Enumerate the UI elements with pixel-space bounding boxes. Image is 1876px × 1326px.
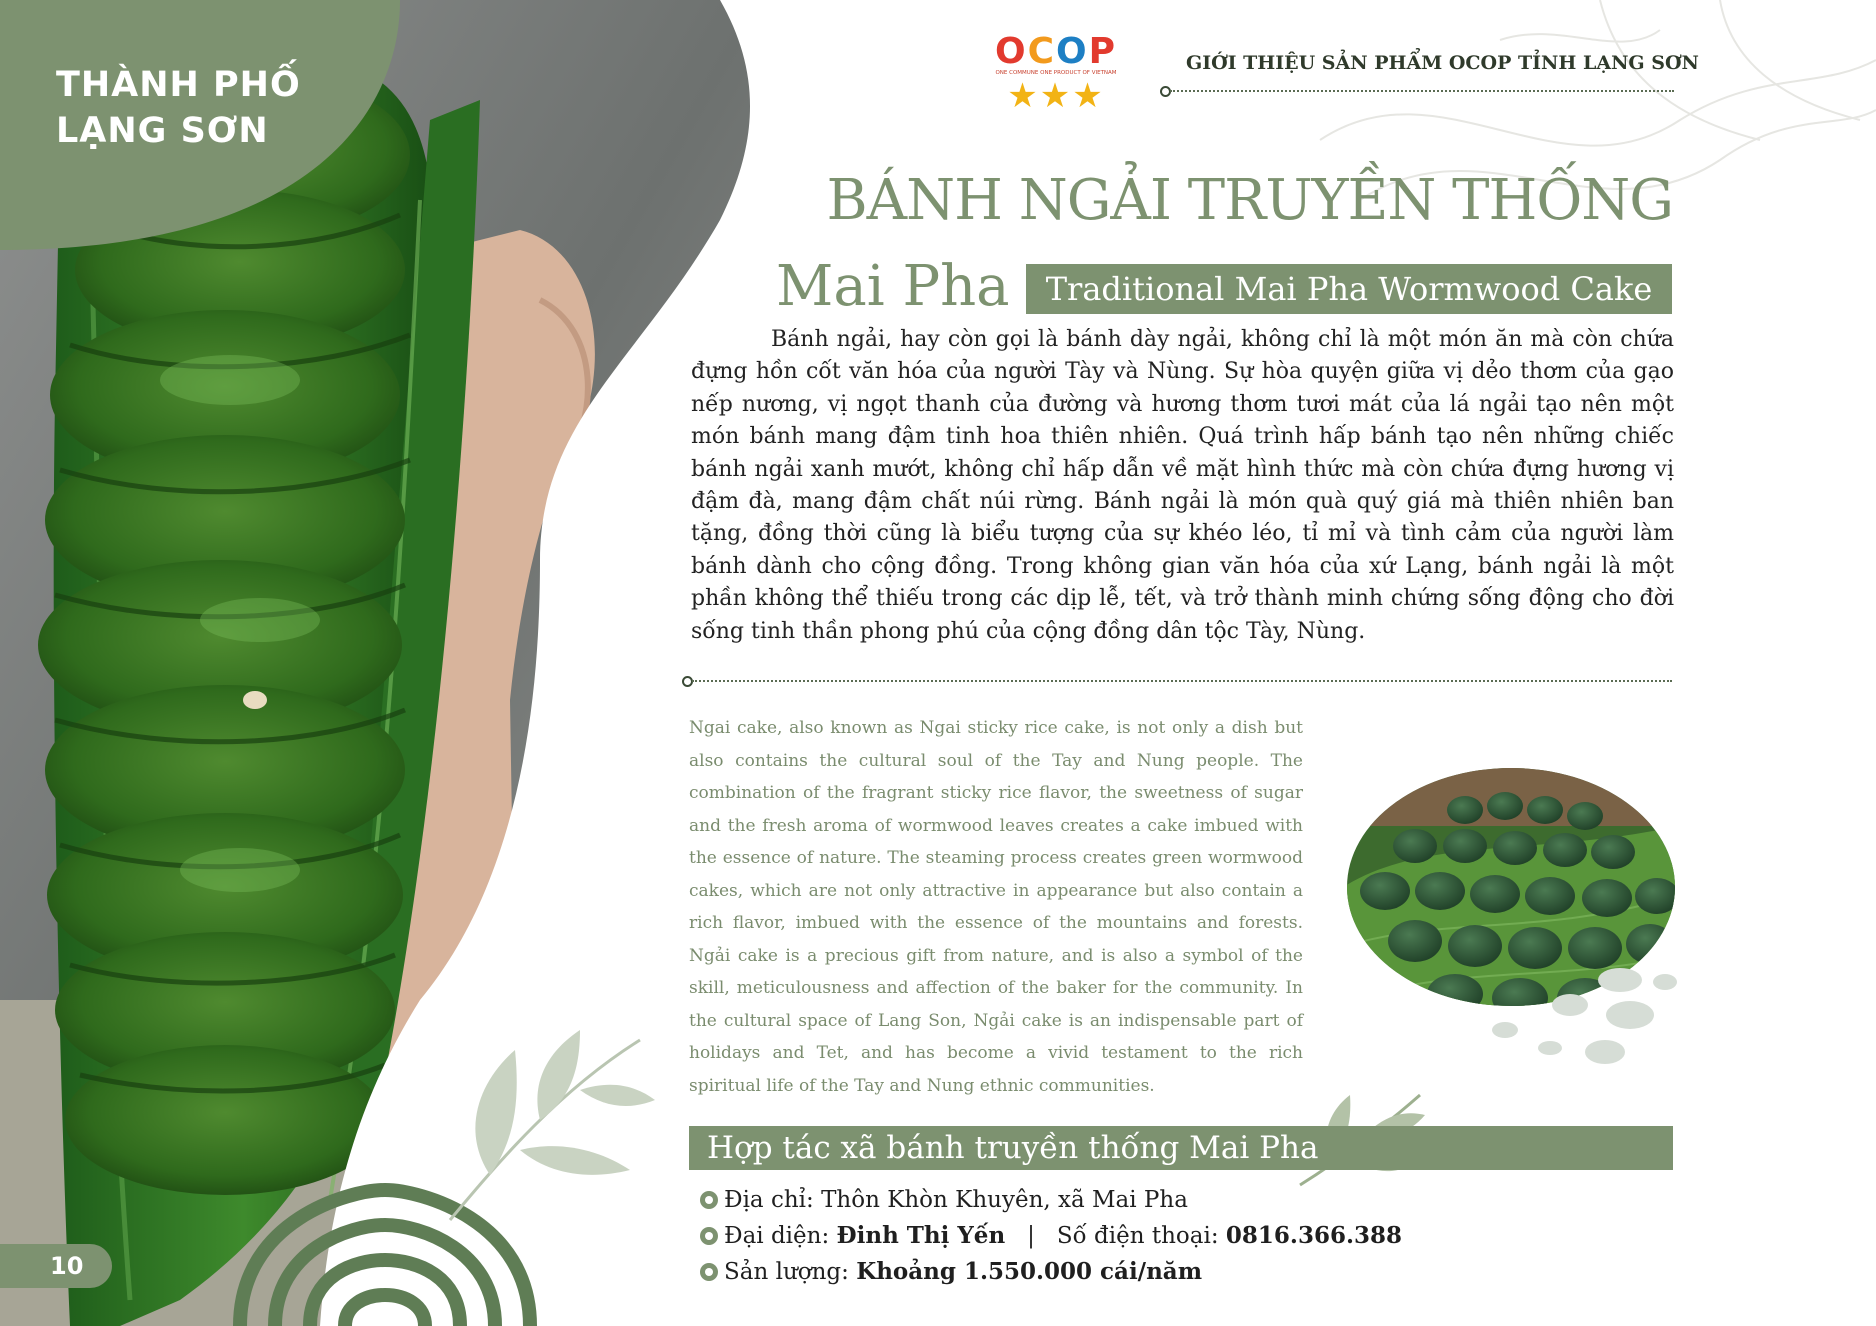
city-line-2: LẠNG SƠN — [56, 111, 269, 151]
product-title-vi-line2: Mai Pha — [776, 254, 1010, 319]
leaf-branch-decoration — [420, 1010, 660, 1230]
pebble-decoration — [1480, 960, 1680, 1070]
representative-row — [700, 1220, 1402, 1252]
phone-icon — [700, 1227, 718, 1245]
product-title-vi: BÁNH NGẢI TRUYỀN THỐNG — [826, 168, 1673, 233]
ocop-star-icon: ★★★ — [1007, 76, 1105, 116]
page-number: 10 — [0, 1244, 112, 1288]
ocop-logo-subtext: ONE COMMUNE ONE PRODUCT OF VIETNAM — [995, 70, 1117, 76]
phone-value: 0816.366.388 — [1225, 1222, 1402, 1249]
ocop-logo-text: OCOP — [994, 31, 1118, 72]
producer-name-banner: Hợp tác xã bánh truyền thống Mai Pha — [689, 1126, 1673, 1170]
phone-label: Số điện thoại: — [1056, 1223, 1219, 1249]
address-label: Địa chỉ: — [724, 1187, 814, 1213]
rep-value: Đinh Thị Yến — [836, 1222, 1006, 1249]
header-rule — [1170, 90, 1674, 92]
rep-label: Đại diện: — [724, 1223, 830, 1249]
description-vi: Bánh ngải, hay còn gọi là bánh dày ngải, không chỉ là một món ăn mà còn chứa đựng hồn cốt văn hóa của người Tày và Nùng. Sự hòa quyện giữa vị dẻo thơm của gạo nếp nương, vị ngọt thanh của đường và hương thơm tươi mát của lá ngải tạo nên một món bánh mang đậm tinh hoa thiên nhiên. Quá trình hấp bánh tạo nên những chiếc bánh ngải xanh mướt, không chỉ hấp dẫn về mặt hình thức mà còn chứa đựng hương vị đậm đà, mang đậm chất núi rừng. Bánh ngải là món quà quý giá mà thiên nhiên ban tặng, đồng thời cũng là biểu tượng của sự khéo léo, tỉ mỉ và tình cảm của người làm bánh dành cho cộng đồng. Trong không gian văn hóa của xứ Lạng, bánh ngải là một phần không thể thiếu trong các dịp lễ, tết, và trở thành minh chứng sống động cho đời sống tinh thần phong phú của cộng đồng dân tộc Tày, Nùng. — [691, 327, 1674, 644]
city-line-1: THÀNH PHỐ — [56, 65, 301, 105]
output-row — [700, 1256, 1202, 1288]
ocop-logo — [990, 30, 1122, 116]
output-value: Khoảng 1.550.000 cái/năm — [856, 1258, 1203, 1285]
product-title-en: Traditional Mai Pha Wormwood Cake — [1026, 264, 1672, 314]
output-label: Sản lượng: — [724, 1259, 849, 1285]
city-label — [56, 62, 301, 154]
location-pin-icon — [700, 1191, 718, 1209]
description-en: Ngai cake, also known as Ngai sticky rice cake, is not only a dish but also contains the cultural soul of the Tay and Nung people. The combination of the fragrant sticky rice flavor, the sweetness of sugar and the fresh aroma of wormwood leaves creates a cake imbued with the essence of nature. The steaming process creates green wormwood cakes, which are not only attractive in appearance but also contain a rich flavor, imbued with the essence of the mountains and forests. Ngải cake is a precious gift from nature, and is also a symbol of the skill, meticulousness and affection of the baker for the community. In the cultural space of Lang Son, Ngải cake is an indispensable part of holidays and Tet, and has become a vivid testament to the rich spiritual life of the Tay and Nung ethnic communities. — [689, 718, 1303, 1096]
address-row — [700, 1184, 1188, 1216]
address-value: Thôn Khòn Khuyên, xã Mai Pha — [821, 1187, 1188, 1213]
globe-icon — [700, 1263, 718, 1281]
section-rule — [692, 680, 1672, 682]
header-title: GIỚI THIỆU SẢN PHẨM OCOP TỈNH LẠNG SƠN — [1186, 52, 1699, 74]
separator: | — [1027, 1223, 1035, 1249]
